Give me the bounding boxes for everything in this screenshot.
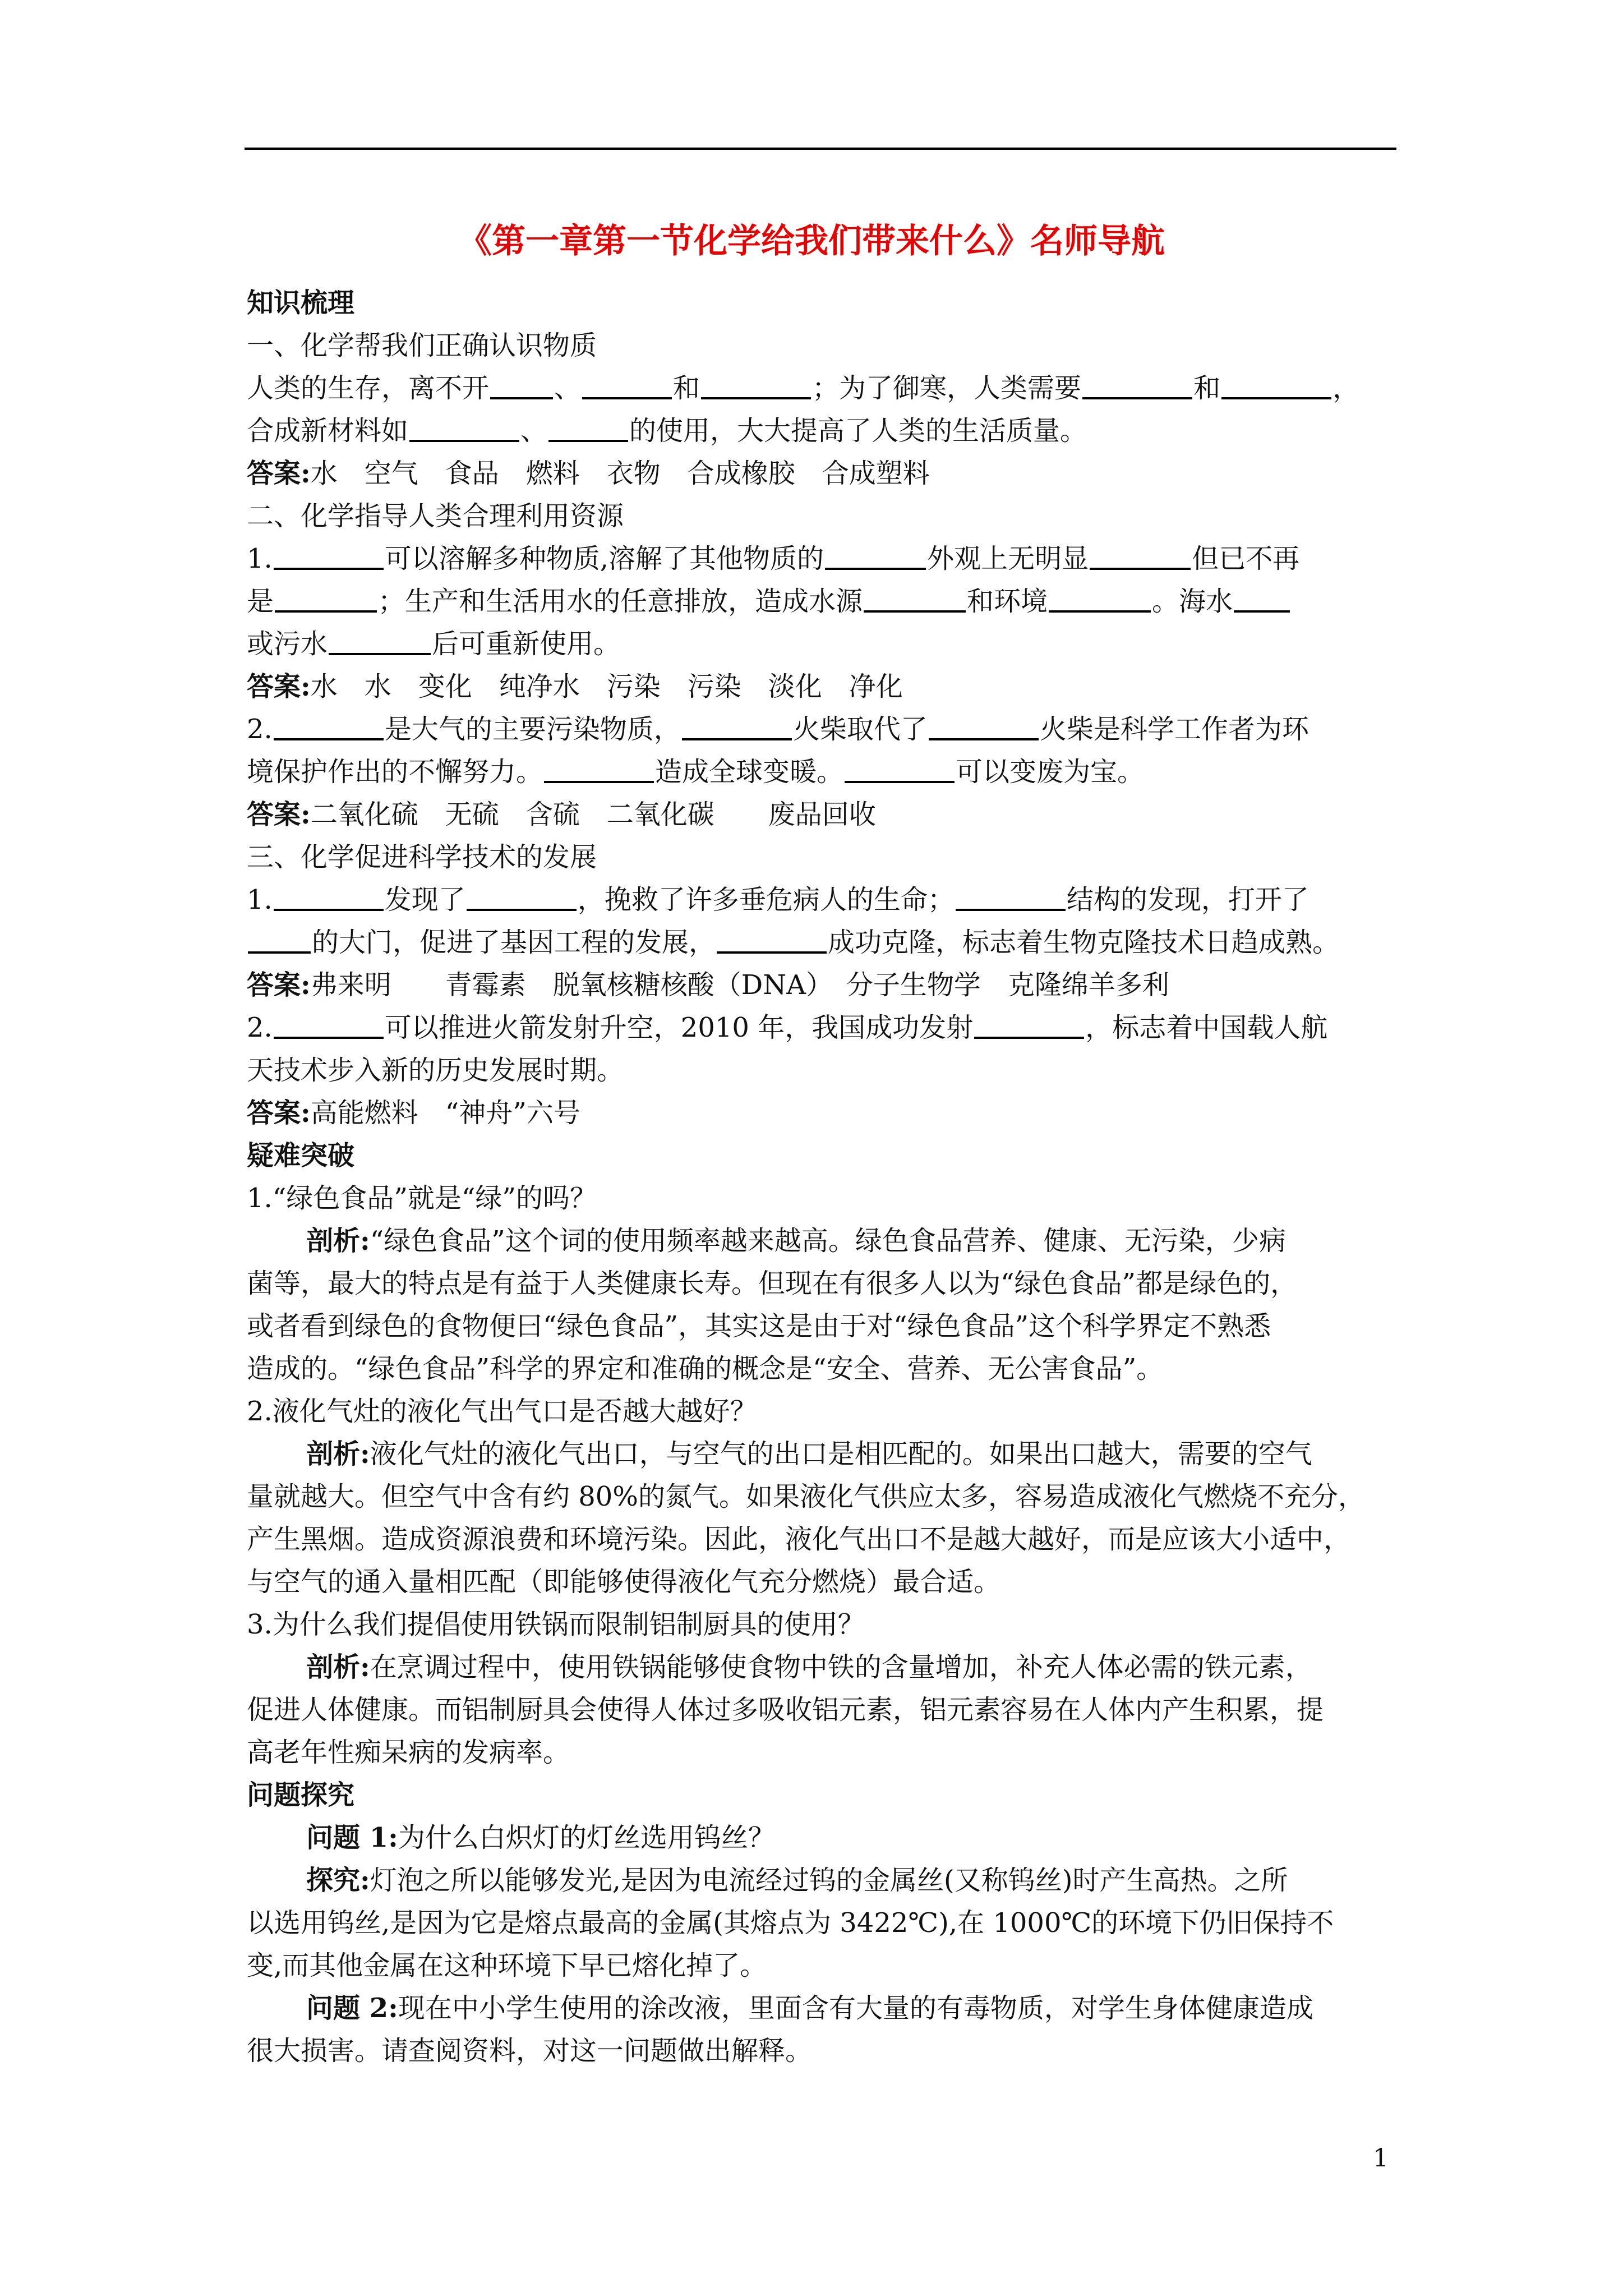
subheading-1: 一、化学帮我们正确认识物质 [247, 330, 597, 361]
difficulty-1-analysis-line-3: 或者看到绿色的食物便曰“绿色食品”，其实这是由于对“绿色食品”这个科学界定不熟悉 [247, 1310, 1271, 1342]
difficulty-3-analysis-line-3: 高老年性痴呆病的发病率。 [247, 1737, 570, 1768]
inquiry-exploration-line-1: 探究:灯泡之所以能够发光,是因为电流经过钨的金属丝(又称钨丝)时产生高热。之所 [306, 1865, 1288, 1896]
difficulty-1-question: 1.“绿色食品”就是“绿”的吗？ [247, 1182, 597, 1214]
difficulty-2-analysis-line-3: 产生黑烟。造成资源浪费和环境污染。因此，液化气出口不是越大越好，而是应该大小适中， [247, 1524, 1351, 1555]
header-rule [245, 148, 1396, 150]
question-2-line-3: 或污水 后可重新使用。 [247, 628, 621, 660]
difficulty-1-analysis-line-2: 菌等，最大的特点是有益于人类健康长寿。但现在有很多人以为“绿色食品”都是绿色的， [247, 1268, 1298, 1299]
page-title: 《第一章第一节化学给我们带来什么》名师导航 [458, 222, 1165, 261]
section-heading-knowledge: 知识梳理 [247, 287, 355, 319]
difficulty-1-analysis-line-1: 剖析:“绿色食品”这个词的使用频率越来越高。绿色食品营养、健康、无污染，少病 [306, 1225, 1286, 1257]
difficulty-2-analysis-line-4: 与空气的通入量相匹配（即能够使得液化气充分燃烧）最合适。 [247, 1566, 1001, 1598]
question-5-line-2: 天技术步入新的历史发展时期。 [247, 1055, 624, 1086]
inquiry-exploration-line-3: 变,而其他金属在这种环境下早已熔化掉了。 [247, 1950, 767, 1981]
question-2-line-2: 是 ；生产和生活用水的任意排放，造成水源 和环境 。海水 [247, 583, 1291, 619]
page-number: 1 [1373, 2144, 1389, 2173]
difficulty-2-analysis-line-2: 量就越大。但空气中含有约 80%的氮气。如果液化气供应太多，容易造成液化气燃烧不充分， [247, 1481, 1365, 1512]
answer-1: 答案:水 空气 食品 燃料 衣物 合成橡胶 合成塑料 [247, 458, 930, 489]
difficulty-3-analysis-line-1: 剖析:在烹调过程中，使用铁锅能够使食物中铁的含量增加，补充人体必需的铁元素， [306, 1651, 1312, 1683]
difficulty-2-question: 2.液化气灶的液化气出气口是否越大越好？ [247, 1396, 757, 1427]
question-1-line-1: 人类的生存，离不开 、 和 ；为了御寒，人类需要 和 ， [247, 372, 1360, 404]
answer-4: 答案:弗来明 青霉素 脱氧核糖核酸（DNA） 分子生物学 克隆绵羊多利 [247, 969, 1169, 1001]
inquiry-exploration-line-2: 以选用钨丝,是因为它是熔点最高的金属(其熔点为 3422℃),在 1000℃的环境下仍旧保持不 [247, 1907, 1334, 1939]
question-3-line-2: 境保护作出的不懈努力。 造成全球变暖。 可以变废为宝。 [247, 756, 1145, 788]
question-4-line-1: 1. 发现了 ，挽救了许多垂危病人的生命； 结构的发现，打开了 [247, 884, 1309, 915]
question-5-line-1: 2. 可以推进火箭发射升空，2010 年，我国成功发射 ，标志着中国载人航 [247, 1012, 1328, 1043]
inquiry-question-2-line-1: 问题 2:现在中小学生使用的涂改液，里面含有大量的有毒物质，对学生身体健康造成 [306, 1993, 1313, 2024]
question-3-line-1: 2. 是大气的主要污染物质， 火柴取代了 火柴是科学工作者为环 [247, 714, 1309, 745]
question-4-line-2: 的大门，促进了基因工程的发展， 成功克隆，标志着生物克隆技术日趋成熟。 [247, 924, 1339, 960]
subheading-3: 三、化学促进科学技术的发展 [247, 841, 597, 873]
answer-3: 答案:二氧化硫 无硫 含硫 二氧化碳 废品回收 [247, 799, 876, 830]
difficulty-3-analysis-line-2: 促进人体健康。而铝制厨具会使得人体过多吸收铝元素，铝元素容易在人体内产生积累，提 [247, 1694, 1324, 1726]
difficulty-2-analysis-line-1: 剖析:液化气灶的液化气出口，与空气的出口是相匹配的。如果出口越大，需要的空气 [306, 1438, 1312, 1470]
question-2-line-1: 1. 可以溶解多种物质,溶解了其他物质的 外观上无明显 但已不再 [247, 543, 1300, 574]
section-heading-inquiry: 问题探究 [247, 1779, 355, 1811]
difficulty-1-analysis-line-4: 造成的。“绿色食品”科学的界定和准确的概念是“安全、营养、无公害食品”。 [247, 1353, 1164, 1384]
answer-5: 答案:高能燃料 “神舟”六号 [247, 1097, 580, 1129]
section-heading-difficulties: 疑难突破 [247, 1140, 355, 1171]
question-1-line-2: 合成新材料如 、 的使用，大大提高了人类的生活质量。 [247, 415, 1087, 447]
inquiry-question-1: 问题 1:为什么白炽灯的灯丝选用钨丝？ [306, 1822, 775, 1853]
inquiry-question-2-line-2: 很大损害。请查阅资料，对这一问题做出解释。 [247, 2035, 813, 2067]
answer-2: 答案:水 水 变化 纯净水 污染 污染 淡化 净化 [247, 671, 903, 702]
subheading-2: 二、化学指导人类合理利用资源 [247, 500, 624, 532]
difficulty-3-question: 3.为什么我们提倡使用铁锅而限制铝制厨具的使用？ [247, 1609, 865, 1640]
